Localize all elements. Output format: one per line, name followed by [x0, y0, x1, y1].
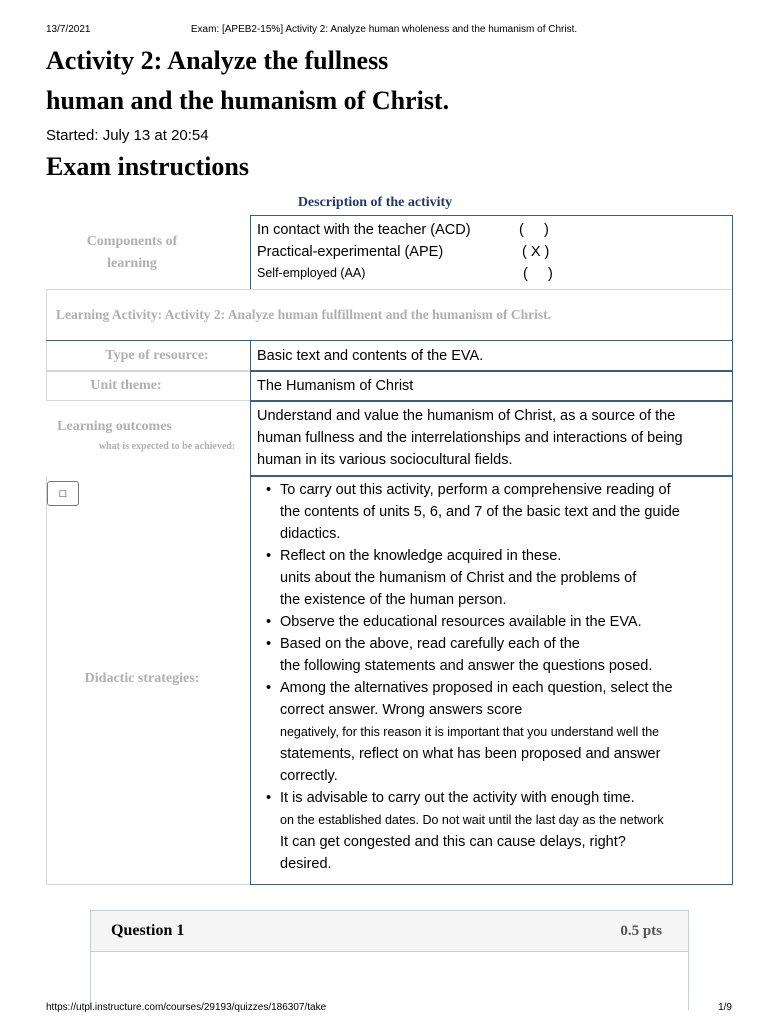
component-mark-acd: ( ) [519, 222, 549, 238]
outcomes-label: Learning outcomes [57, 419, 172, 434]
list-item: • Observe the educational resources available in the EVA. [280, 611, 740, 633]
print-page-number: 1/9 [718, 1002, 732, 1013]
unit-value: The Humanism of Christ [257, 378, 414, 394]
print-doc-title: Exam: [APEB2-15%] Activity 2: Analyze human wholeness and the humanism of Christ. [190, 24, 578, 35]
print-date: 13/7/2021 [46, 24, 91, 35]
list-item: • Among the alternatives proposed in each question, select the correct answer. Wrong answers score negatively, for this reason it is important that you understand well the statements, reflect on what has been proposed and answer correctly. [280, 677, 740, 787]
started-timestamp: Started: July 13 at 20:54 [46, 127, 209, 144]
outcomes-label-cell [46, 401, 251, 476]
question-title: Question 1 [111, 922, 185, 939]
strategies-list [262, 479, 740, 875]
list-item: • It is advisable to carry out the activity with enough time. on the established dates. Do not wait until the last day as the network It can get congested and this can cause delays, right? desired. [280, 787, 740, 875]
page-title-line-1: Activity 2: Analyze the fullness [46, 46, 389, 75]
print-footer-url: https://utpl.instructure.com/courses/29193/quizzes/186307/take [46, 1002, 327, 1013]
strategies-label: Didactic strategies: [84, 671, 200, 686]
component-mark-ape: ( X ) [522, 244, 550, 260]
list-item: • Based on the above, read carefully each of the the following statements and answer the questions posed. [280, 633, 740, 677]
component-option-ape: Practical-experimental (APE) [257, 244, 444, 260]
checkbox-button[interactable]: □ [47, 481, 79, 506]
resource-value: Basic text and contents of the EVA. [257, 348, 484, 364]
component-mark-aa: ( ) [523, 266, 553, 282]
question-points: 0.5 pts [620, 923, 662, 939]
list-item: • Reflect on the knowledge acquired in these. units about the humanism of Christ and the problems of the existence of the human person. [280, 545, 740, 611]
resource-label: Type of resource: [105, 348, 209, 363]
unit-label: Unit theme: [90, 378, 162, 393]
list-item: • To carry out this activity, perform a comprehensive reading of the contents of units 5, 6, and 7 of the basic text and the guide didactics. [280, 479, 740, 545]
learning-activity-right-border [732, 289, 733, 341]
instructions-heading: Exam instructions [46, 152, 249, 181]
description-caption: Description of the activity [297, 195, 453, 210]
page-title-line-2: human and the humanism of Christ. [46, 86, 450, 115]
learning-activity-text: Learning Activity: Activity 2: Analyze human fulfillment and the humanism of Christ. [56, 307, 552, 322]
components-label: Components of learning [86, 234, 178, 271]
outcomes-value: Understand and value the humanism of Christ, as a source of the human fullness and the interrelationships and interactions of being human in its various sociocultural fields. [257, 408, 683, 468]
outcomes-sublabel: what is expected to be achieved: [98, 441, 236, 452]
question-header [90, 910, 689, 952]
component-option-acd: In contact with the teacher (ACD) [257, 222, 471, 238]
component-option-aa: Self-employed (AA) [257, 266, 366, 280]
